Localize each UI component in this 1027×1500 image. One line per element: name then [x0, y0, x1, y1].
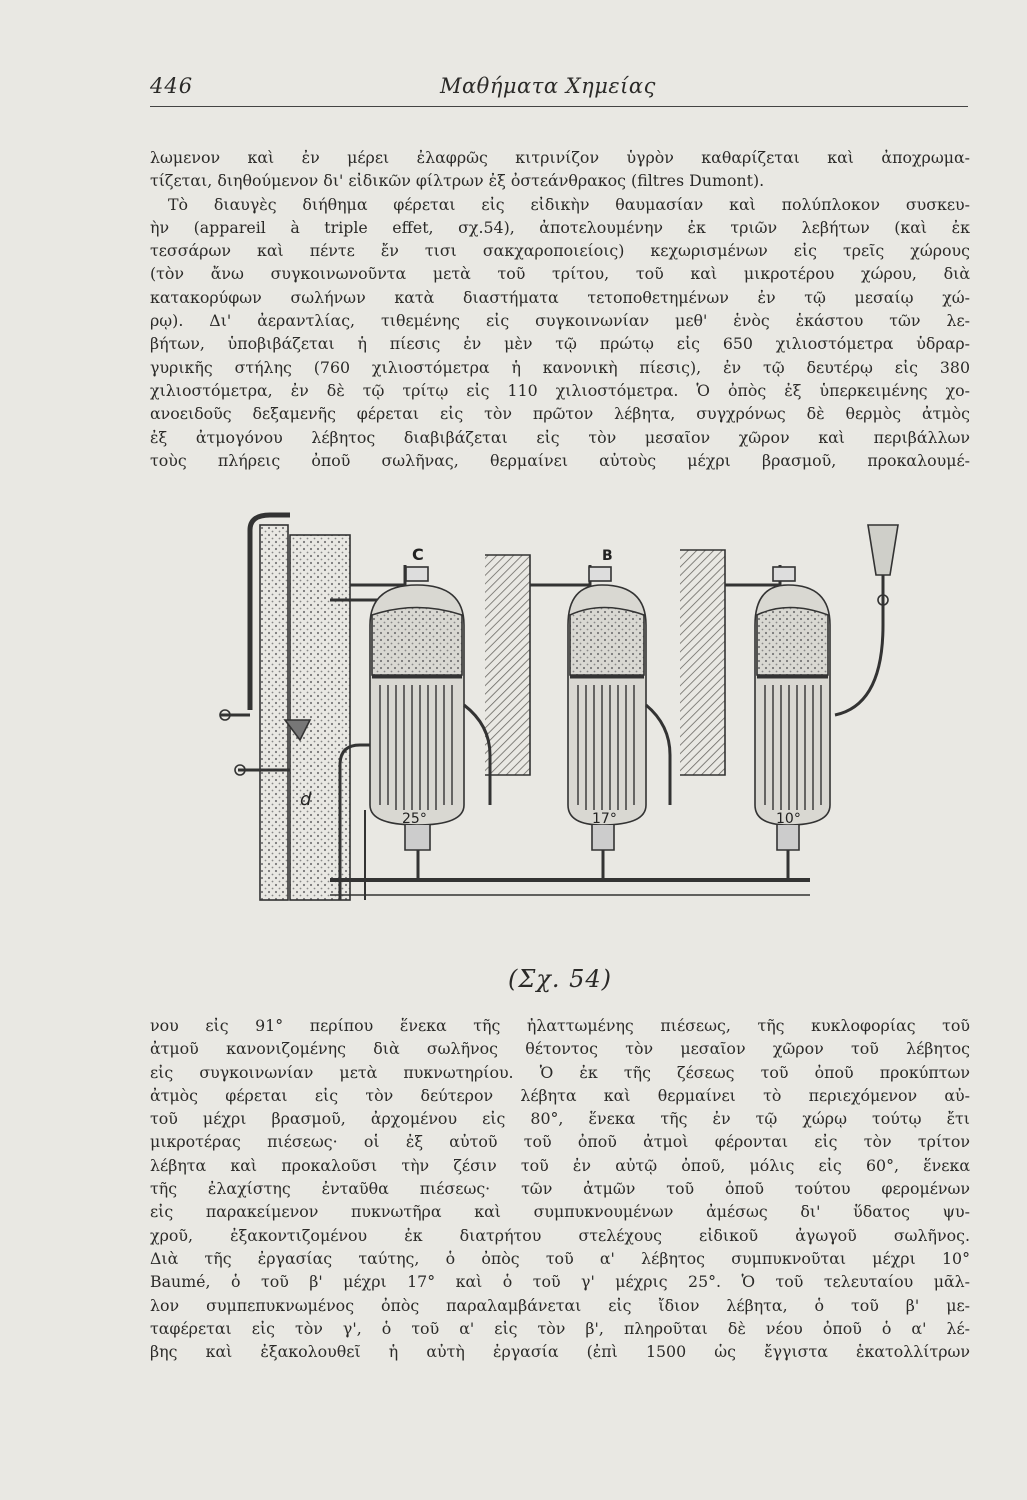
label-c: C — [412, 545, 424, 564]
text-line: λωμενον καὶ ἐν μέρει ἐλαφρῶς κιτρινίζον ὑγρὸν καθαρίζεται καὶ ἀποχρωμα- — [150, 148, 970, 167]
text-line: βης καὶ ἐξακολουθεῖ ἡ αὐτὴ ἐργασία (ἐπὶ 1500 ὡς ἔγγιστα ἑκατολλίτρων — [150, 1342, 970, 1362]
text-line: τοῦ μέχρι βρασμοῦ, ἀρχομένου εἰς 80°, ἕνεκα τῆς ἐν τῷ χώρῳ τούτῳ ἔτι — [150, 1109, 970, 1129]
text-line: χροῦ, ἐξακοντιζομένου ἐκ διατρήτου στελέχους εἰδικοῦ ἀγωγοῦ σωλῆνος. — [150, 1225, 970, 1245]
text-line: (τὸν ἄνω συγκοινωνοῦντα μετὰ τοῦ τρίτου, τοῦ καὶ μικροτέρου χώρου, διὰ — [150, 264, 970, 284]
label-d: d — [300, 789, 312, 810]
text-line: λον συμπεπυκνωμένος ὀπὸς παραλαμβάνεται εἰς ἴδιον λέβητα, ὁ τοῦ β' με- — [150, 1295, 970, 1315]
text-line: ταφέρεται εἰς τὸν γ', ὁ τοῦ α' εἰς τὸν β', πληροῦται δὲ νέου ὀποῦ ὁ α' λέ- — [150, 1318, 970, 1338]
running-head — [150, 70, 968, 107]
triple-effect-apparatus-figure — [190, 505, 910, 935]
temp-label-boiler-a: 10° — [776, 811, 801, 827]
text-line: βήτων, ὑποβιβάζεται ἡ πίεσις ἐν μὲν τῷ πρώτῳ εἰς 650 χιλιοστόμετρα ὑδραρ- — [150, 334, 970, 354]
text-line: Διὰ τῆς ἐργασίας ταύτης, ὁ ὀπὸς τοῦ α' λέβητος συμπυκνοῦται μέχρι 10° — [150, 1248, 970, 1268]
text-line: λέβητα καὶ προκαλοῦσι τὴν ζέσιν τοῦ ἐν αὐτῷ ὀποῦ, μόλις εἰς 60°, ἕνεκα — [150, 1155, 970, 1175]
text-line: Baumé, ὁ τοῦ β' μέχρι 17° καὶ ὁ τοῦ γ' μέχρις 25°. Ὁ τοῦ τελευταίου μᾶλ- — [150, 1272, 970, 1292]
text-line: ρῳ). Δι' ἀεραντλίας, τιθεμένης εἰς συγκοινωνίαν μεθ' ἑνὸς ἑκάστου τῶν λε- — [150, 311, 970, 331]
feed-funnel — [868, 525, 898, 575]
text-line: τίζεται, διηθούμενον δι' εἰδικῶν φίλτρων ἐξ ὀστεάνθρακος (filtres Dumont). — [150, 171, 765, 191]
text-line: ἐξ ἀτμογόνου λέβητος διαβιβάζεται εἰς τὸν μεσαῖον χῶρον καὶ περιβάλλων — [150, 427, 970, 447]
text-line: μικροτέρας πιέσεως· οἱ ἐξ αὐτοῦ τοῦ ὀποῦ ἀτμοὶ φέρονται εἰς τὸν τρίτον — [150, 1132, 970, 1152]
temp-label-boiler-b: 17° — [592, 811, 617, 827]
paragraph-bottom — [150, 1014, 970, 1363]
text-line: τῆς ἐλαχίστης ἐνταῦθα πιέσεως· τῶν ἀτμῶν τοῦ ὀποῦ τούτου φερομένων — [150, 1179, 970, 1199]
text-line: χιλιοστόμετρα, ἐν δὲ τῷ τρίτῳ εἰς 110 χιλιοστόμετρα. Ὁ ὀπὸς ἐξ ὑπερκειμένης χο- — [150, 380, 970, 400]
text-line: εἰς συγκοινωνίαν μετὰ πυκνωτηρίου. Ὁ ἐκ τῆς ζέσεως τοῦ ὀποῦ προκύπτων — [150, 1062, 970, 1082]
text-line: ἀτμὸς φέρεται εἰς τὸν δεύτερον λέβητα καὶ θερμαίνει τὸ περιεχόμενον αὐ- — [150, 1085, 970, 1105]
text-line: Τὸ διαυγὲς διήθημα φέρεται εἰς εἰδικὴν θαυμασίαν καὶ πολύπλοκον συσκευ- — [168, 194, 970, 214]
text-line: ἀτμοῦ κανονιζομένης διὰ σωλῆνος θέτοντος τὸν μεσαῖον χῶρον τοῦ λέβητος — [150, 1039, 970, 1059]
figure-caption: (Σχ. 54) — [508, 965, 613, 993]
text-line: γυρικῆς στήλης (760 χιλιοστόμετρα ἡ κανονικὴ πίεσις), ἐν τῷ δευτέρῳ εἰς 380 — [150, 357, 970, 377]
text-line: ὴν (appareil à triple effet, σχ.54), ἀποτελουμένην ἐκ τριῶν λεβήτων (καὶ ἐκ — [150, 217, 970, 237]
text-line: ανοειδοῦς δεξαμενῆς φέρεται εἰς τὸν πρῶτον λέβητα, συγχρόνως δὲ θερμὸς ἀτμὸς — [150, 404, 970, 424]
boiler-b — [568, 567, 646, 850]
text-line: τοὺς πλήρεις ὀποῦ σωλῆνας, θερμαίνει αὐτοὺς μέχρι βρασμοῦ, προκαλουμέ- — [150, 450, 970, 470]
text-line: νου εἰς 91° περίπου ἕνεκα τῆς ἠλαττωμένης πιέσεως, τῆς κυκλοφορίας τοῦ — [150, 1016, 970, 1035]
page-header-title: Μαθήματα Χημείας — [440, 74, 656, 98]
boiler-c — [370, 567, 464, 850]
text-line: κατακορύφων σωλήνων κατὰ διαστήματα τετοποθετημένων ἐν τῷ μεσαίῳ χώ- — [150, 287, 970, 307]
paragraph-top — [150, 146, 970, 472]
page-number: 446 — [150, 74, 194, 98]
temp-label-boiler-c: 25° — [402, 811, 427, 827]
boiler-a — [755, 567, 830, 850]
text-line: εἰς παρακείμενον πυκνωτῆρα καὶ συμπυκνουμένων ἀμέσως δι' ὕδατος ψυ- — [150, 1202, 970, 1222]
text-line: τεσσάρων καὶ πέντε ἔν τισι σακχαροποιείοις) κεχωρισμένων εἰς τρεῖς χώρους — [150, 241, 970, 261]
label-b: B — [602, 548, 613, 564]
steam-column — [260, 525, 288, 900]
